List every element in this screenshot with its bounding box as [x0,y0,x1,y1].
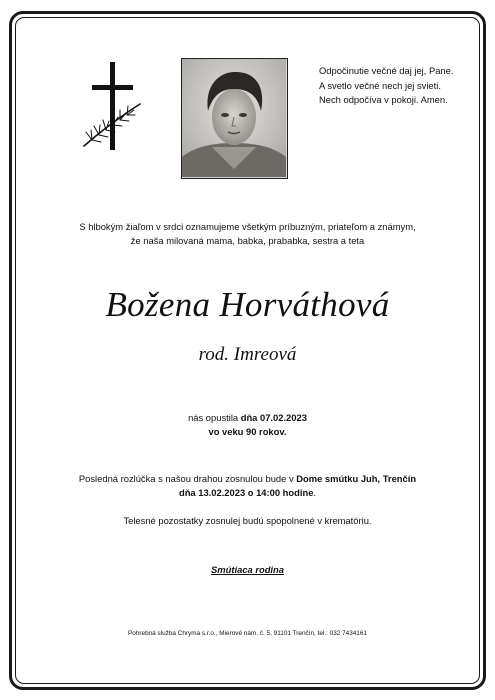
death-prefix: nás opustila [188,412,241,423]
announcement-intro [0,220,495,249]
cremation-note: Telesné pozostatky zosnulej budú spopolnené v krematóriu. [123,515,372,526]
funeral-prefix: Posledná rozlúčka s našou drahou zosnulou bude v [78,473,297,484]
funeral-service-footer: Pohrebná služba Chryma s.r.o., Mierové nám. č. 5, 91101 Trenčín, tel.: 032 7434161 [128,630,367,637]
prayer-line: Odpočinutie večné daj jej, Pane. [319,65,454,76]
portrait-image [182,59,286,177]
mourning-family: Smútiaca rodina [211,564,284,575]
intro-line-2: že naša milovaná mama, babka, prababka, sestra a teta [130,235,365,247]
prayer-text [319,64,484,108]
funeral-suffix: . [313,487,317,499]
funeral-info [0,472,495,501]
prayer-line: Nech odpočíva v pokoji. Amen. [319,94,448,106]
portrait-photo [181,58,288,179]
intro-line-1: S hlbokým žiaľom v srdci oznamujeme všetkým príbuzným, priateľom a známym, [79,221,416,232]
funeral-place: Dome smútku Juh, Trenčín [296,473,417,484]
prayer-line: A svetlo večné nech jej svieti. [319,79,441,91]
maiden-name: rod. Imreová [198,344,297,365]
death-info [0,411,495,440]
death-date: dňa 07.02.2023 [240,412,307,423]
funeral-datetime: dňa 13.02.2023 o 14:00 hodine [178,487,314,499]
cross-icon [80,60,146,152]
death-age: vo veku 90 rokov. [208,426,287,438]
deceased-name: Božena Horváthová [105,285,390,324]
